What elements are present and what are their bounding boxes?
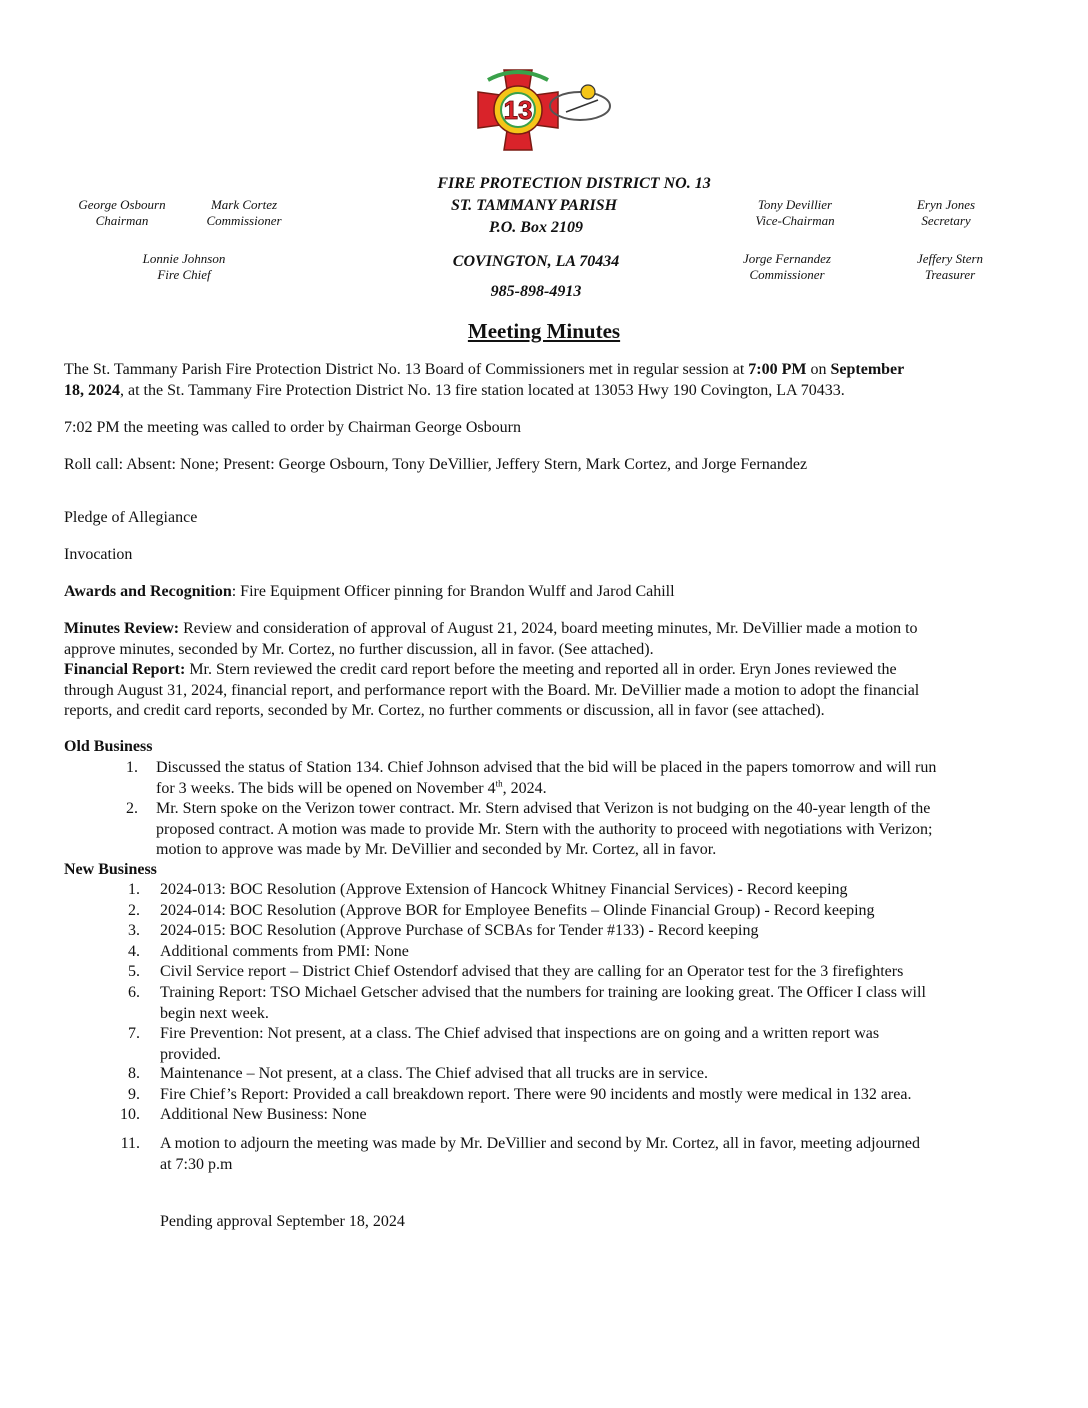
officer-treasurer xyxy=(890,251,1010,283)
list-number: 1. xyxy=(126,759,138,776)
intro-text: The St. Tammany Parish Fire Protection District No. 13 Board of Commissioners met in regular session at xyxy=(64,361,749,378)
officer-name: George Osbourn xyxy=(78,197,166,212)
officer-title: Commissioner xyxy=(749,267,825,282)
list-number: 10. xyxy=(120,1106,140,1123)
district-name: FIRE PROTECTION DISTRICT NO. 13 xyxy=(437,175,711,192)
financial-report-text: through August 31, 2024, financial report, and performance report with the Board. Mr. DeVillier made a motion to adopt the financial xyxy=(64,681,920,699)
officer-name: Tony Devillier xyxy=(757,197,833,212)
officer-name: Lonnie Johnson xyxy=(142,251,226,266)
officer-name: Jeffery Stern xyxy=(916,251,984,266)
officer-name: Eryn Jones xyxy=(916,197,976,212)
item-text: at 7:30 p.m xyxy=(160,1155,233,1173)
new-business-item xyxy=(160,880,848,901)
list-number: 11. xyxy=(120,1135,140,1152)
new-business-item xyxy=(160,901,875,922)
officer-chairman xyxy=(62,197,182,229)
ordinal-suffix: th xyxy=(495,778,503,789)
officer-title: Vice-Chairman xyxy=(755,213,835,228)
list-number: 7. xyxy=(128,1025,140,1042)
new-business-item xyxy=(160,942,409,963)
roll-call: Roll call: Absent: None; Present: George Osbourn, Tony DeVillier, Jeffery Stern, Mark Cortez, and Jorge Fernandez xyxy=(64,456,808,473)
fire-badge-icon xyxy=(470,64,620,156)
call-to-order: 7:02 PM the meeting was called to order by Chairman George Osbourn xyxy=(64,419,521,436)
list-number: 9. xyxy=(128,1086,140,1103)
item-text: Discussed the status of Station 134. Chief Johnson advised that the bid will be placed in the papers tomorrow and will run xyxy=(156,759,937,776)
awards-label: Awards and Recognition xyxy=(64,583,232,600)
list-number: 6. xyxy=(128,984,140,1001)
list-number: 4. xyxy=(128,943,140,960)
pledge: Pledge of Allegiance xyxy=(64,509,198,526)
officer-title: Fire Chief xyxy=(157,267,211,282)
item-text: motion to approve was made by Mr. DeVillier and seconded by Mr. Cortez, all in favor. xyxy=(156,841,717,858)
officer-secretary xyxy=(886,197,1006,229)
item-text: Civil Service report – District Chief Ostendorf advised that they are calling for an Operator test for the 3 firefighters xyxy=(160,963,904,980)
item-text: Additional comments from PMI: None xyxy=(160,943,409,960)
old-business-item xyxy=(156,758,936,799)
new-business-item xyxy=(160,921,759,942)
list-number: 2. xyxy=(128,902,140,919)
financial-report-label: Financial Report: xyxy=(64,661,186,678)
phone-number: 985-898-4913 xyxy=(490,283,582,300)
item-text: Fire Prevention: Not present, at a class. The Chief advised that inspections are on going and a written report was xyxy=(160,1025,880,1042)
item-text: for 3 weeks. The bids will be opened on November 4 xyxy=(156,779,496,797)
minutes-review-text: Review and consideration of approval of August 21, 2024, board meeting minutes, Mr. DeVillier made a motion to xyxy=(179,620,918,637)
officer-name: Mark Cortez xyxy=(210,197,278,212)
po-box: P.O. Box 2109 xyxy=(489,219,583,236)
logo-number: 13 xyxy=(503,95,533,125)
officer-commissioner-cortez xyxy=(184,197,304,229)
item-text: Additional New Business: None xyxy=(160,1106,367,1123)
awards-section xyxy=(64,582,675,603)
old-business-item xyxy=(156,799,932,861)
item-text: proposed contract. A motion was made to provide Mr. Stern with the authority to proceed with negotiations with Verizon; xyxy=(156,820,933,838)
item-text: Fire Chief’s Report: Provided a call breakdown report. There were 90 incidents and mostly were medical in 132 area. xyxy=(160,1086,912,1103)
new-business-item xyxy=(160,1134,920,1175)
officer-title: Chairman xyxy=(95,213,149,228)
intro-paragraph xyxy=(64,360,1034,401)
list-number: 1. xyxy=(128,881,140,898)
intro-text: on xyxy=(806,361,831,378)
meeting-time: 7:00 PM xyxy=(748,361,807,378)
intro-location: , at the St. Tammany Fire Protection District No. 13 fire station located at 13053 Hwy 190 Covington, LA 70433. xyxy=(120,381,845,399)
pending-approval: Pending approval September 18, 2024 xyxy=(160,1213,405,1230)
financial-report-text: Mr. Stern reviewed the credit card report before the meeting and reported all in order. Eryn Jones reviewed the xyxy=(185,661,897,678)
invocation: Invocation xyxy=(64,546,133,563)
page-title: Meeting Minutes xyxy=(467,319,621,343)
minutes-review-section xyxy=(64,619,1044,722)
item-text: A motion to adjourn the meeting was made by Mr. DeVillier and second by Mr. Cortez, all in favor, meeting adjourned xyxy=(160,1135,920,1152)
officer-name: Jorge Fernandez xyxy=(743,251,831,266)
officer-title: Commissioner xyxy=(206,213,282,228)
new-business-item xyxy=(160,1105,367,1126)
officer-title: Secretary xyxy=(921,213,971,228)
old-business-heading: Old Business xyxy=(64,738,153,755)
officer-commissioner-fernandez xyxy=(722,251,852,283)
new-business-item xyxy=(160,1085,911,1106)
officer-title: Treasurer xyxy=(924,267,976,282)
list-number: 5. xyxy=(128,963,140,980)
officer-vice-chairman xyxy=(730,197,860,229)
district-logo xyxy=(470,64,620,156)
item-text: Maintenance – Not present, at a class. The Chief advised that all trucks are in service. xyxy=(160,1065,708,1082)
parish-name: ST. TAMMANY PARISH xyxy=(450,197,618,214)
new-business-heading: New Business xyxy=(64,861,157,878)
new-business-item xyxy=(160,1024,879,1065)
item-text: provided. xyxy=(160,1045,221,1063)
financial-report-text: reports, and credit card reports, seconded by Mr. Cortez, no further comments or discussion, all in favor (see attached). xyxy=(64,702,825,719)
item-text: 2024-013: BOC Resolution (Approve Extension of Hancock Whitney Financial Services) - Record keeping xyxy=(160,881,848,898)
item-text: , 2024. xyxy=(502,779,547,797)
new-business-item xyxy=(160,983,926,1024)
item-text: 2024-014: BOC Resolution (Approve BOR for Employee Benefits – Olinde Financial Group) - Record keeping xyxy=(160,902,875,919)
officer-fire-chief xyxy=(124,251,244,283)
item-text: Mr. Stern spoke on the Verizon tower contract. Mr. Stern advised that Verizon is not budging on the 40-year length of the xyxy=(156,800,931,817)
awards-text: : Fire Equipment Officer pinning for Brandon Wulff and Jarod Cahill xyxy=(231,583,675,600)
item-text: Training Report: TSO Michael Getscher advised that the numbers for training are looking great. The Officer I class will xyxy=(160,984,926,1001)
minutes-review-text: approve minutes, seconded by Mr. Cortez, no further discussion, all in favor. (See attached). xyxy=(64,640,654,658)
item-text: 2024-015: BOC Resolution (Approve Purchase of SCBAs for Tender #133) - Record keeping xyxy=(160,922,759,939)
city-state: COVINGTON, LA 70434 xyxy=(452,253,620,270)
meeting-date: September xyxy=(830,361,905,378)
new-business-item xyxy=(160,962,903,983)
list-number: 8. xyxy=(128,1065,140,1082)
list-number: 2. xyxy=(126,800,138,817)
minutes-review-label: Minutes Review: xyxy=(64,620,180,637)
new-business-item xyxy=(160,1064,708,1085)
meeting-date-year: 18, 2024 xyxy=(64,381,120,399)
item-text: begin next week. xyxy=(160,1004,269,1022)
list-number: 3. xyxy=(128,922,140,939)
